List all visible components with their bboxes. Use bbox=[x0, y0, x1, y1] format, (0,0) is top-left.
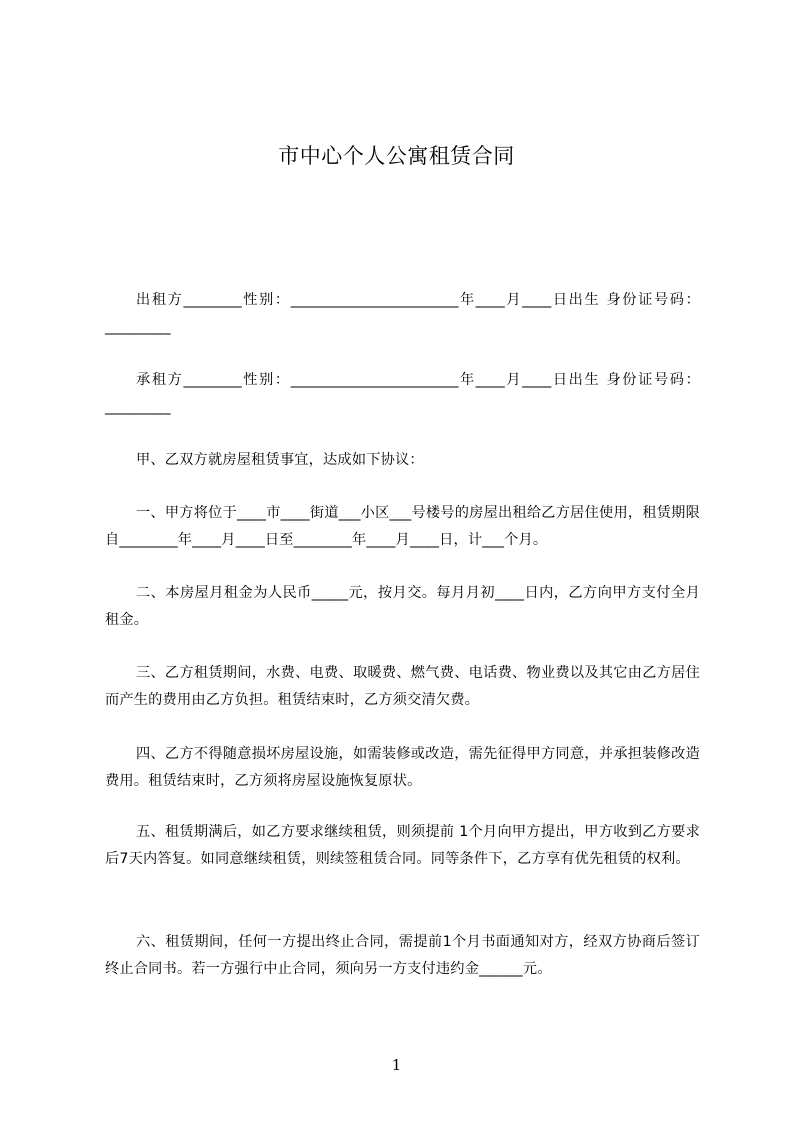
clause-6-paragraph: 六、租赁期间，任何一方提出终止合同，需提前1个月书面通知对方，经双方协商后签订终止合同书。若一方强行中止合同，须向另一方支付违约金______元。 bbox=[105, 934, 700, 977]
clause-2-paragraph: 二、本房屋月租金为人民币_____元，按月交。每月月初____日内，乙方向甲方支付全月租金。 bbox=[105, 585, 700, 628]
clause-4-paragraph: 四、乙方不得随意损坏房屋设施，如需装修或改造，需先征得甲方同意，并承担装修改造费用。租赁结束时，乙方须将房屋设施恢复原状。 bbox=[105, 746, 700, 789]
clause-3-paragraph: 三、乙方租赁期间，水费、电费、取暖费、燃气费、电话费、物业费以及其它由乙方居住而产生的费用由乙方负担。租赁结束时，乙方须交清欠费。 bbox=[105, 665, 700, 708]
agreement-intro-paragraph: 甲、乙双方就房屋租赁事宜，达成如下协议： bbox=[136, 452, 424, 468]
clause-5-paragraph: 五、租赁期满后，如乙方要求继续租赁，则须提前 1个月向甲方提出，甲方收到乙方要求后7天内答复。如同意继续租赁，则续签租赁合同。同等条件下，乙方享有优先租赁的权利。 bbox=[105, 824, 700, 867]
lessee-info-paragraph: 承租方________性别：_______________________年____月____日出生 身份证号码：_________ bbox=[105, 372, 700, 415]
lessor-info-paragraph: 出租方________性别：_______________________年____月____日出生 身份证号码：_________ bbox=[105, 292, 700, 335]
clause-1-paragraph: 一、甲方将位于____市____街道___小区___号楼号的房屋出租给乙方居住使用，租赁期限自________年____月____日至________年____月____日，计___个月。 bbox=[105, 505, 700, 548]
page-number: 1 bbox=[391, 1056, 402, 1074]
document-title: 市中心个人公寓租赁合同 bbox=[278, 144, 515, 168]
